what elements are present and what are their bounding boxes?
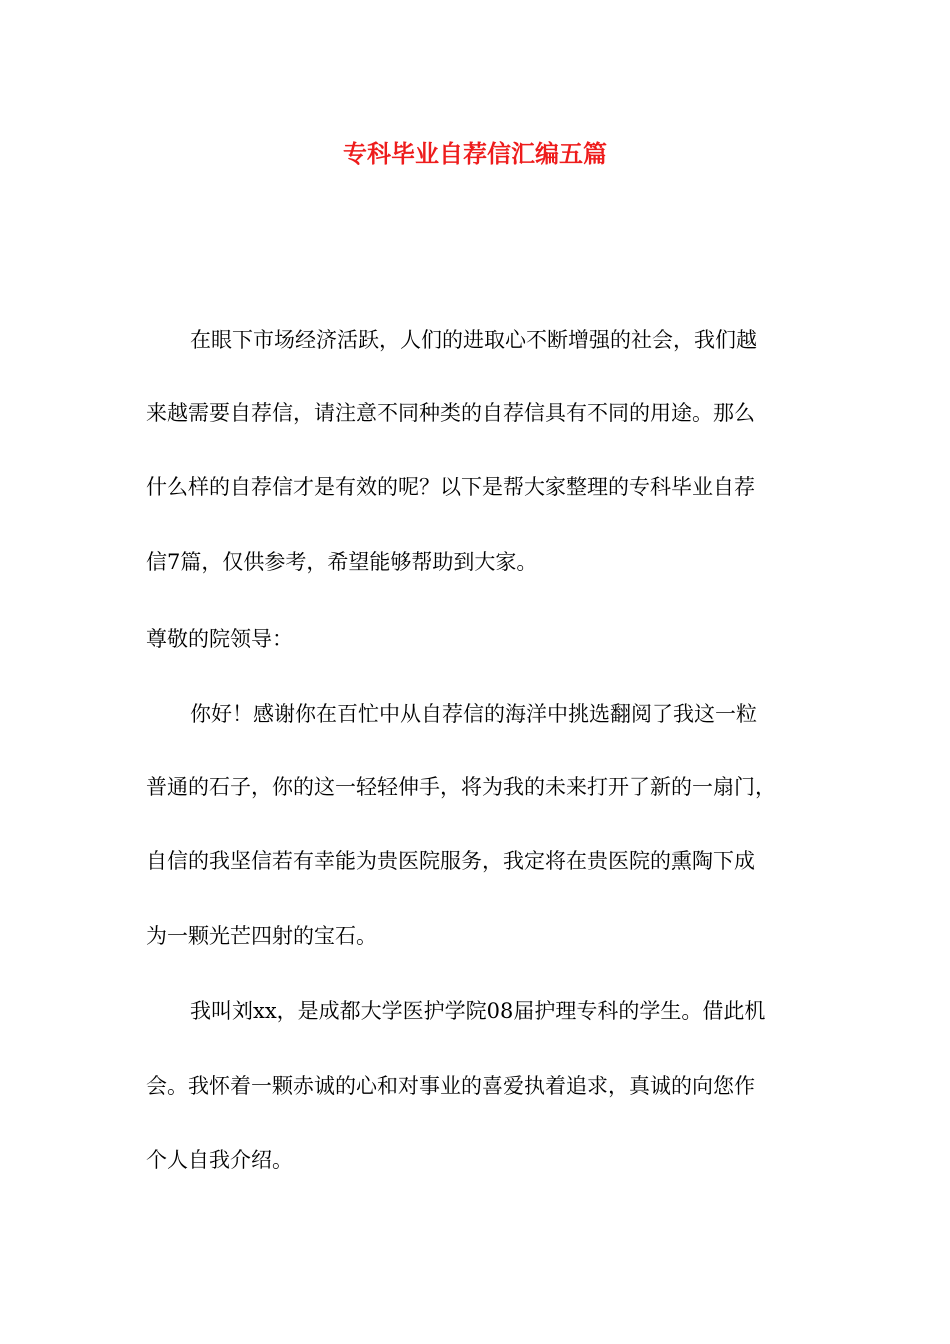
- paragraph-line: 自信的我坚信若有幸能为贵医院服务，我定将在贵医院的熏陶下成: [146, 849, 755, 873]
- paragraph-line: 我叫刘xx，是成都大学医护学院08届护理专科的学生。借此机: [190, 999, 766, 1023]
- paragraph-line: 信7篇，仅供参考，希望能够帮助到大家。: [146, 550, 538, 574]
- paragraph-line: 在眼下市场经济活跃，人们的进取心不断增强的社会，我们越: [190, 328, 757, 352]
- paragraph-line: 普通的石子，你的这一轻轻伸手，将为我的未来打开了新的一扇门，: [146, 775, 776, 799]
- paragraph-line: 你好！感谢你在百忙中从自荐信的海洋中挑选翻阅了我这一粒: [190, 702, 757, 726]
- paragraph-line: 什么样的自荐信才是有效的呢？以下是帮大家整理的专科毕业自荐: [146, 475, 755, 499]
- salutation-line: 尊敬的院领导：: [146, 627, 293, 651]
- document-title: 专科毕业自荐信汇编五篇: [343, 140, 607, 168]
- paragraph-line: 个人自我介绍。: [146, 1148, 293, 1172]
- paragraph-line: 来越需要自荐信，请注意不同种类的自荐信具有不同的用途。那么: [146, 401, 755, 425]
- paragraph-line: 会。我怀着一颗赤诚的心和对事业的喜爱执着追求，真诚的向您作: [146, 1074, 755, 1098]
- paragraph-line: 为一颗光芒四射的宝石。: [146, 924, 377, 948]
